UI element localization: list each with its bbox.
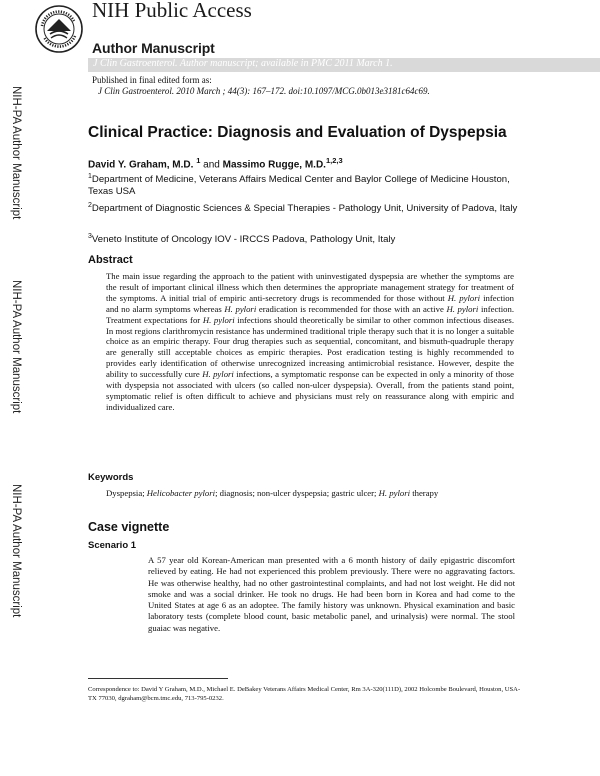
sidebar-label-text: NIH-PA Author Manuscript: [10, 484, 22, 618]
footnote-rule: [88, 678, 228, 679]
abstract-species: H. pylori: [446, 303, 479, 314]
author-name: David Y. Graham, M.D.: [88, 159, 194, 171]
article-title: Clinical Practice: Diagnosis and Evaluation of Dyspepsia: [88, 124, 507, 141]
keyword-species: H. pylori: [378, 488, 411, 498]
keyword-text: Dyspepsia;: [106, 488, 147, 498]
abstract-text: infection and no alarm symptoms whereas: [106, 292, 514, 314]
author-manuscript-label: Author Manuscript: [92, 40, 215, 56]
affiliation-text: Department of Medicine, Veterans Affairs Medical Center and Baylor College of Medicine Houston, Texas USA: [88, 174, 510, 198]
abstract-text: eradication is recommended for those with an active: [256, 303, 447, 314]
citation: [98, 86, 430, 96]
affiliation-text: Veneto Institute of Oncology IOV - IRCCS Padova, Pathology Unit, Italy: [91, 234, 396, 246]
sidebar-label: [10, 86, 32, 220]
keywords-list: [106, 488, 526, 498]
journal-availability: J Clin Gastroenterol. Author manuscript; available in PMC 2011 March 1.: [93, 58, 393, 69]
author-list: [88, 156, 343, 170]
abstract-species: H. pylori: [224, 303, 257, 314]
abstract-body: [106, 271, 514, 413]
scenario-text: A 57 year old Korean-American man presented with a 6 month history of daily epigastric discomfort relieved by eating. He had not experienced this problem previously. There were no aggravating factors. He was otherwise healthy, had no other gastrointestinal complaints, and had not lost weight. He did not smoke and was a social drinker. He took no drugs. He had been born in Korea and had come to the United States at age 6 as an adoptee. The family history was unknown. Physical examination and basic laboratory tests (complete blood count, basic metabolic panel, and urinalysis) were normal. The stool guaiac was negative.: [148, 555, 515, 633]
citation-text: J Clin Gastroenterol. 2010 March ; 44(3): 167–172. doi:10.1097/MCG.0b013e3181c64c69.: [98, 86, 430, 96]
abstract-text: infection. Treatment expectations for: [106, 303, 514, 325]
author-affiliation-ref: 1,2,3: [325, 156, 343, 165]
affiliation-number: 1: [88, 173, 92, 180]
keyword-text: ; diagnosis; non-ulcer dyspepsia; gastric ulcer;: [215, 488, 379, 498]
sidebar-label: [10, 280, 32, 414]
author-separator: and: [200, 159, 223, 171]
abstract-text: infections should theoretically be similar to other common infectious diseases. In most regions clarithromycin resistance has undermined traditional triple therapy such that it is no longer a suitable choice as an empiric therapy. Four drug therapies such as sequential, concomitant, and bismuth-quadruple therapy are generally still acceptable choices as empiric therapies. Post eradication testing is highly recommended to provides early identification of otherwise unrecognized increasing antimicrobial resistance. However, despite the ability to successfully cure: [106, 314, 514, 380]
abstract-species: H. pylori: [447, 292, 481, 303]
affiliation: [88, 171, 528, 198]
nih-seal-logo: [34, 4, 84, 54]
keyword-species: Helicobacter pylori: [146, 488, 216, 498]
published-label: Published in final edited form as:: [92, 75, 212, 85]
affiliation-text: Department of Diagnostic Sciences & Special Therapies - Pathology Unit, University of Padova, Italy: [91, 203, 518, 215]
sidebar-label-text: NIH-PA Author Manuscript: [10, 280, 22, 414]
abstract-text: infections, a symptomatic response can be expected in only a minority of those with dyspepsia not associated with ulcers (so called non-ulcer dyspepsia). Overall, from the patients stand point, symptomatic relief is often difficult to achieve and physicians must rely on reassurance along with empiric and individualized care.: [106, 369, 514, 412]
abstract-species: H. pylori: [202, 314, 235, 325]
author-name: Massimo Rugge, M.D.: [222, 159, 326, 171]
keywords-heading: Keywords: [88, 472, 134, 483]
correspondence-footnote: Correspondence to: David Y Graham, M.D., Michael E. DeBakey Veterans Affairs Medical Center, Rm 3A-320(111D), 2002 Holcombe Boulevard, Houston, USA-TX 77030, dgraham@bcm.tmc.edu, 713-795-0232.: [88, 686, 521, 702]
sidebar-label: [10, 484, 32, 618]
abstract-text: The main issue regarding the approach to the patient with uninvestigated dyspepsia are whether the symptoms are the result of important clinical illness which then determines the appropriate management strategy for treatment of the symptoms. A initial trial of empiric anti-secretory drugs is recommended for those without: [106, 271, 514, 303]
affiliation-number: 3: [88, 233, 92, 240]
keyword-text: therapy: [410, 488, 439, 498]
case-vignette-heading: Case vignette: [88, 520, 170, 534]
abstract-species: H. pylori: [202, 369, 234, 380]
sidebar-label-text: NIH-PA Author Manuscript: [10, 86, 22, 220]
author-affiliation-ref: 1: [196, 156, 201, 165]
affiliation-number: 2: [88, 202, 92, 209]
scenario-heading: Scenario 1: [88, 540, 137, 551]
affiliation: [88, 200, 528, 215]
nih-public-access-title: NIH Public Access: [92, 0, 252, 22]
affiliation: [88, 231, 528, 246]
abstract-heading: Abstract: [88, 254, 133, 266]
